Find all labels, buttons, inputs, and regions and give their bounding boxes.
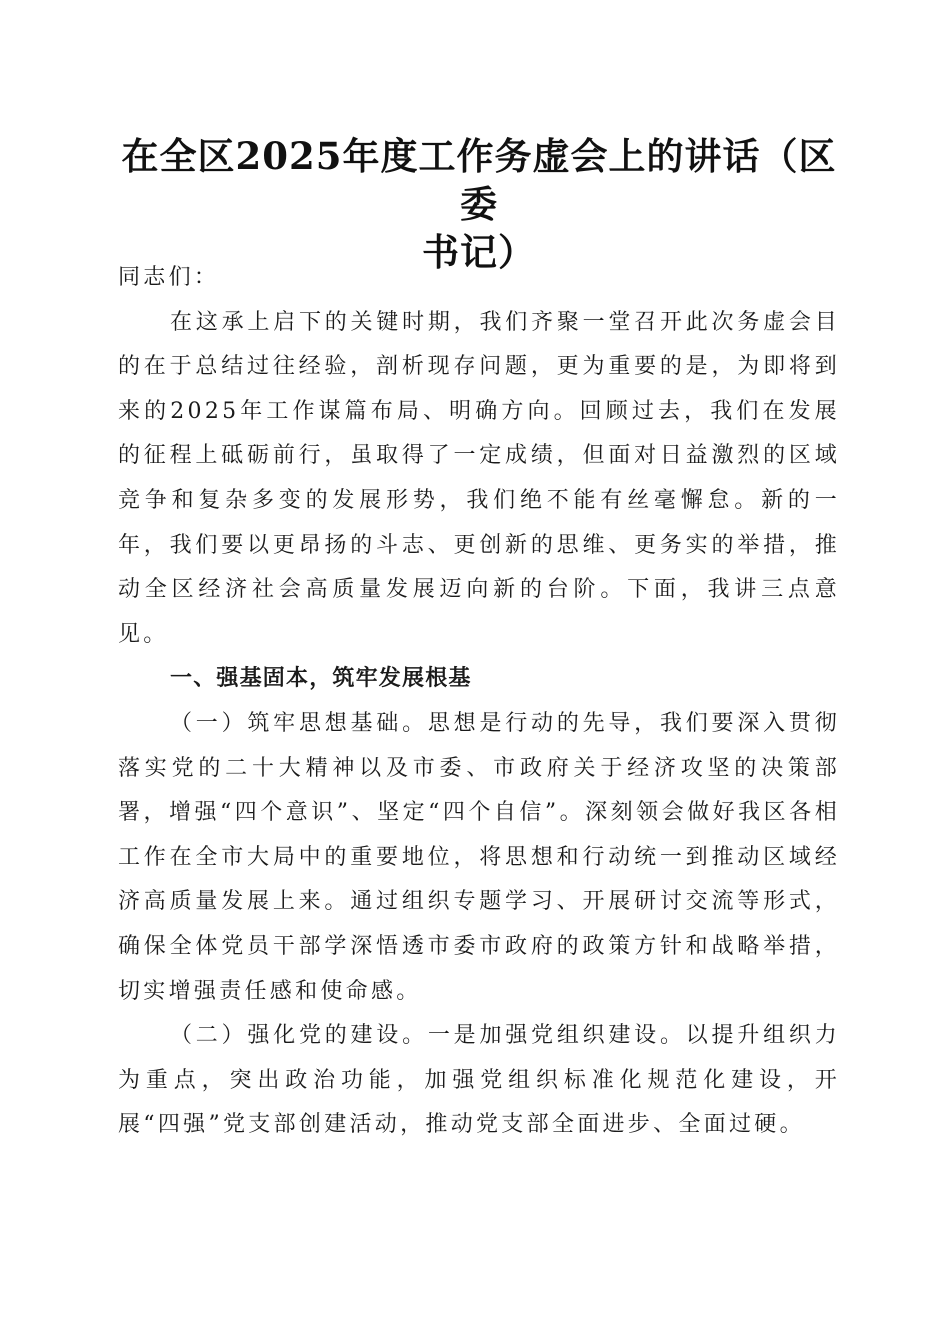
title-line-1: 在全区2025年度工作务虚会上的讲话（区委 bbox=[121, 134, 837, 226]
subsection-paragraph-1: （一）筑牢思想基础。思想是行动的先导，我们要深入贯彻落实党的二十大精神以及市委、市政府关于经济攻坚的决策部署，增强“四个意识”、坚定“四个自信”。深刻领会做好我区各相工作在全市大局中的重要地位，将思想和行动统一到推动区域经济高质量发展上来。通过组织专题学习、开展研讨交流等形式，确保全体党员干部学深悟透市委市政府的政策方针和战略举措，切实增强责任感和使命感。 bbox=[118, 710, 840, 1004]
intro-paragraph: 在这承上启下的关键时期，我们齐聚一堂召开此次务虚会目的在于总结过往经验，剖析现存问题，更为重要的是，为即将到来的2025年工作谋篇布局、明确方向。回顾过去，我们在发展的征程上砥砺前行，虽取得了一定成绩，但面对日益激烈的区域竞争和复杂多变的发展形势，我们绝不能有丝毫懈怠。新的一年，我们要以更昂扬的斗志、更创新的思维、更务实的举措，推动全区经济社会高质量发展迈向新的台阶。下面，我讲三点意见。 bbox=[118, 309, 840, 647]
title-line-2: 书记） bbox=[422, 230, 536, 274]
subsection-paragraph-2: （二）强化党的建设。一是加强党组织建设。以提升组织力为重点，突出政治功能，加强党组织标准化规范化建设，开展“四强”党支部创建活动，推动党支部全面进步、全面过硬。 bbox=[118, 1023, 840, 1138]
document-title bbox=[110, 132, 848, 276]
section-heading-1: 一、强基固本，筑牢发展根基 bbox=[170, 666, 472, 692]
salutation: 同志们： bbox=[118, 265, 220, 290]
document-body bbox=[118, 256, 840, 1148]
